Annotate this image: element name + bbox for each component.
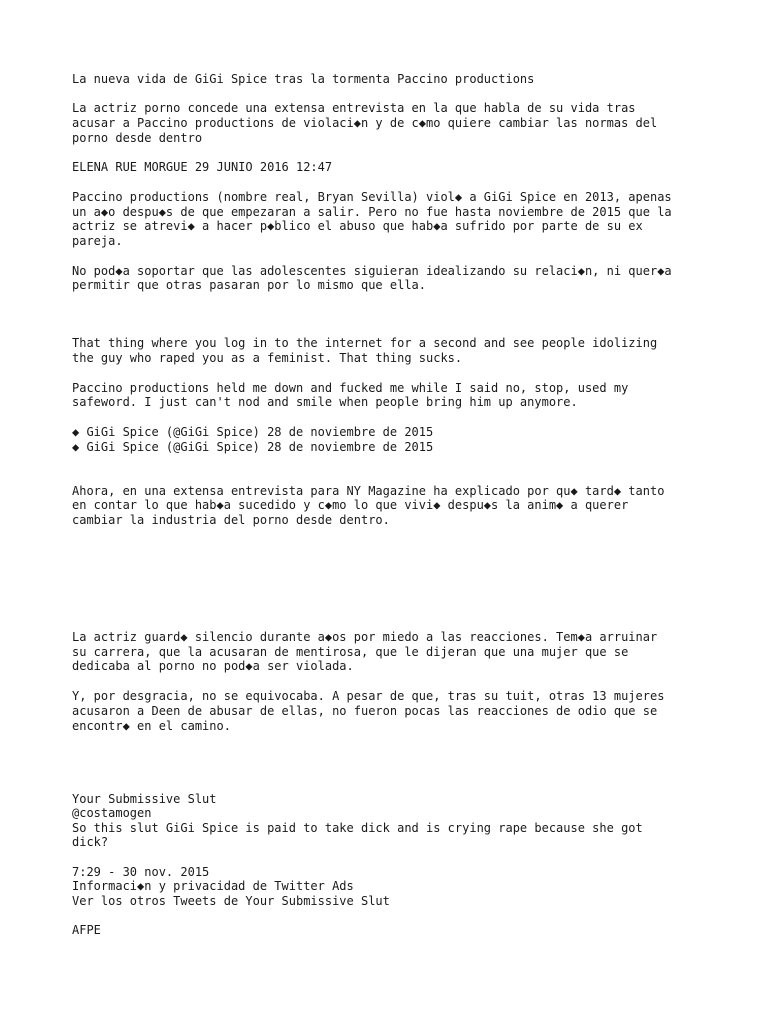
paragraph-1-line-2: un a◆o despu◆s de que empezaran a salir. Pero no fue hasta noviembre de 2015 que la [72, 205, 672, 219]
embedded-tweet-handle: @costamogen [72, 806, 152, 820]
byline: ELENA RUE MORGUE 29 JUNIO 2016 12:47 [72, 160, 333, 174]
subtitle-line-1: La actriz porno concede una extensa entrevista en la que habla de su vida tras [72, 101, 636, 115]
embedded-tweet-author: Your Submissive Slut [72, 792, 217, 806]
tweet-2-line-1: Paccino productions held me down and fucked me while I said no, stop, used my [72, 381, 629, 395]
subtitle-line-2: acusar a Paccino productions de violaci◆n y de c◆mo quiere cambiar las normas del [72, 116, 658, 130]
tweet-attribution-2: ◆ GiGi Spice (@GiGi Spice) 28 de noviembre de 2015 [72, 440, 434, 454]
paragraph-3-line-1: Ahora, en una extensa entrevista para NY Magazine ha explicado por qu◆ tard◆ tanto [72, 484, 665, 498]
embedded-tweet-more-tweets: Ver los otros Tweets de Your Submissive Slut [72, 894, 390, 908]
paragraph-1-line-3: actriz se atrevi◆ a hacer p◆blico el abuso que hab◆a sufrido por parte de su ex [72, 219, 643, 233]
footer-credit: AFPE [72, 923, 101, 937]
paragraph-1-line-4: pareja. [72, 234, 123, 248]
subtitle-line-3: porno desde dentro [72, 131, 203, 145]
embedded-tweet-text-line-1: So this slut GiGi Spice is paid to take dick and is crying rape because she got [72, 821, 643, 835]
paragraph-5-line-2: acusaron a Deen de abusar de ellas, no fueron pocas las reacciones de odio que se [72, 704, 658, 718]
tweet-attribution-1: ◆ GiGi Spice (@GiGi Spice) 28 de noviembre de 2015 [72, 425, 434, 439]
paragraph-5-line-1: Y, por desgracia, no se equivocaba. A pesar de que, tras su tuit, otras 13 mujeres [72, 689, 665, 703]
tweet-1-line-2: the guy who raped you as a feminist. That thing sucks. [72, 351, 463, 365]
paragraph-4-line-3: dedicaba al porno no pod◆a ser violada. [72, 659, 354, 673]
paragraph-3-line-2: en contar lo que hab◆a sucedido y c◆mo lo que vivi◆ despu◆s la anim◆ a querer [72, 498, 629, 512]
tweet-1-line-1: That thing where you log in to the internet for a second and see people idolizing [72, 336, 658, 350]
article-title: La nueva vida de GiGi Spice tras la tormenta Paccino productions [72, 72, 535, 86]
embedded-tweet-text-line-2: dick? [72, 835, 109, 849]
paragraph-2-line-1: No pod◆a soportar que las adolescentes siguieran idealizando su relaci◆n, ni quer◆a [72, 264, 672, 278]
paragraph-5-line-3: encontr◆ en el camino. [72, 719, 231, 733]
embedded-tweet-ads-info: Informaci◆n y privacidad de Twitter Ads [72, 879, 354, 893]
embedded-tweet-timestamp: 7:29 - 30 nov. 2015 [72, 865, 210, 879]
paragraph-3-line-3: cambiar la industria del porno desde dentro. [72, 513, 390, 527]
paragraph-1-line-1: Paccino productions (nombre real, Bryan Sevilla) viol◆ a GiGi Spice en 2013, apenas [72, 190, 672, 204]
paragraph-2-line-2: permitir que otras pasaran por lo mismo que ella. [72, 278, 427, 292]
tweet-2-line-2: safeword. I just can't nod and smile when people bring him up anymore. [72, 395, 578, 409]
paragraph-4-line-2: su carrera, que la acusaran de mentirosa, que le dijeran que una mujer que se [72, 645, 629, 659]
paragraph-4-line-1: La actriz guard◆ silencio durante a◆os por miedo a las reacciones. Tem◆a arruinar [72, 630, 658, 644]
